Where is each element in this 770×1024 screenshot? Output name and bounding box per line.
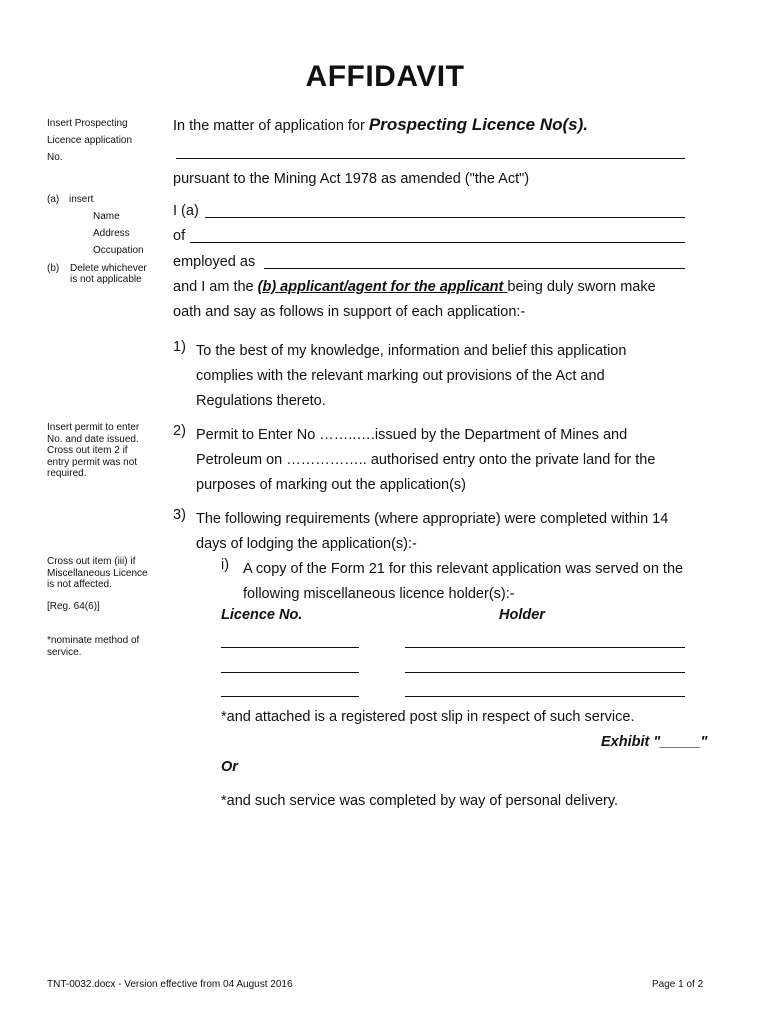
note-line: Cross out item (iii) if xyxy=(47,556,136,567)
licence-field-2[interactable] xyxy=(221,672,359,673)
capacity-line xyxy=(173,279,656,295)
note-line: is not applicable xyxy=(70,274,142,285)
note-line: *nominate method of xyxy=(47,635,140,646)
or-label: Or xyxy=(221,759,238,775)
note-line: required. xyxy=(47,468,87,479)
item-2-number: 2) xyxy=(173,423,186,439)
sub-item-i-number: i) xyxy=(221,557,230,573)
employed-as-label: employed as xyxy=(173,254,256,270)
item-line: following miscellaneous licence holder(s):- xyxy=(243,586,515,602)
capacity-prefix: and I am the xyxy=(173,279,258,295)
of-label: of xyxy=(173,228,186,244)
note-line: No. xyxy=(47,152,63,163)
licence-field-3[interactable] xyxy=(221,696,359,697)
note-line: No. and date issued. xyxy=(47,433,139,445)
licence-number-field[interactable] xyxy=(176,158,685,159)
note-line: Insert Prospecting xyxy=(47,118,128,129)
item-2-text xyxy=(196,423,655,498)
holder-field-3[interactable] xyxy=(405,696,685,697)
note-line: service. xyxy=(47,646,82,658)
name-field[interactable] xyxy=(205,217,685,218)
matter-licence-type: Prospecting Licence No(s). xyxy=(368,115,589,134)
holder-field-2[interactable] xyxy=(405,672,685,673)
document-title: AFFIDAVIT xyxy=(305,60,465,93)
margin-note-cross-out xyxy=(47,556,148,591)
item-1-number: 1) xyxy=(173,339,186,355)
footer-page-number: Page 1 of 2 xyxy=(652,979,704,990)
item-line: Permit to Enter No ……..….issued by the Department of Mines and xyxy=(196,427,628,443)
column-header-licence: Licence No. xyxy=(221,607,303,623)
note-line: Miscellaneous Licence xyxy=(47,567,148,579)
personal-delivery-text: *and such service was completed by way of personal delivery. xyxy=(221,793,619,809)
item-line: days of lodging the application(s):- xyxy=(196,536,417,552)
matter-line xyxy=(173,115,588,135)
item-line: purposes of marking out the application(s) xyxy=(196,477,467,493)
item-line: A copy of the Form 21 for this relevant application was served on the xyxy=(243,561,684,577)
footer-version: TNT-0032.docx - Version effective from 04 August 2016 xyxy=(47,979,293,990)
margin-a-label: (a) xyxy=(47,194,60,205)
licence-field-1[interactable] xyxy=(221,647,359,648)
note-line: Insert permit to enter xyxy=(47,422,140,433)
capacity-choice: (b) applicant/agent for the applicant xyxy=(257,279,508,295)
note-line: entry permit was not xyxy=(47,456,138,468)
margin-a-occupation: Occupation xyxy=(93,245,144,256)
margin-a-insert: insert xyxy=(69,194,94,205)
margin-a-name: Name xyxy=(93,211,120,222)
margin-note-reg: [Reg. 64(6)] xyxy=(47,601,100,612)
exhibit-label: Exhibit "_____" xyxy=(601,734,708,750)
matter-prefix: In the matter of application for xyxy=(173,118,369,134)
occupation-field[interactable] xyxy=(264,268,685,269)
item-3-number: 3) xyxy=(173,507,186,523)
margin-note-nominate xyxy=(47,635,139,658)
margin-b-note xyxy=(70,263,147,285)
item-line: The following requirements (where appropriate) were completed within 14 xyxy=(196,511,669,527)
margin-a-address: Address xyxy=(93,228,130,239)
margin-b-label: (b) xyxy=(47,263,60,274)
item-line: Petroleum on …………….. authorised entry onto the private land for the xyxy=(196,452,656,468)
item-1-text xyxy=(196,339,626,414)
holder-field-1[interactable] xyxy=(405,647,685,648)
note-line: Delete whichever xyxy=(70,263,147,274)
address-field[interactable] xyxy=(190,242,685,243)
capacity-suffix: being duly sworn make xyxy=(507,279,656,295)
registered-post-text: *and attached is a registered post slip in respect of such service. xyxy=(221,709,635,725)
item-line: To the best of my knowledge, information and belief this application xyxy=(196,343,627,359)
note-line: is not affected. xyxy=(47,579,112,590)
item-line: complies with the relevant marking out provisions of the Act and xyxy=(196,368,605,384)
item-line: Regulations thereto. xyxy=(196,393,326,409)
sub-item-i-text xyxy=(243,557,683,607)
i-a-label: I (a) xyxy=(173,203,199,219)
margin-note-prospecting xyxy=(47,115,132,166)
oath-text: oath and say as follows in support of each application:- xyxy=(173,304,526,320)
note-line: Licence application xyxy=(47,135,133,146)
note-line: Cross out item 2 if xyxy=(47,445,128,456)
item-3-text xyxy=(196,507,668,557)
pursuant-text: pursuant to the Mining Act 1978 as amended ("the Act") xyxy=(173,171,530,187)
column-header-holder: Holder xyxy=(499,607,545,623)
margin-note-permit xyxy=(47,422,139,480)
